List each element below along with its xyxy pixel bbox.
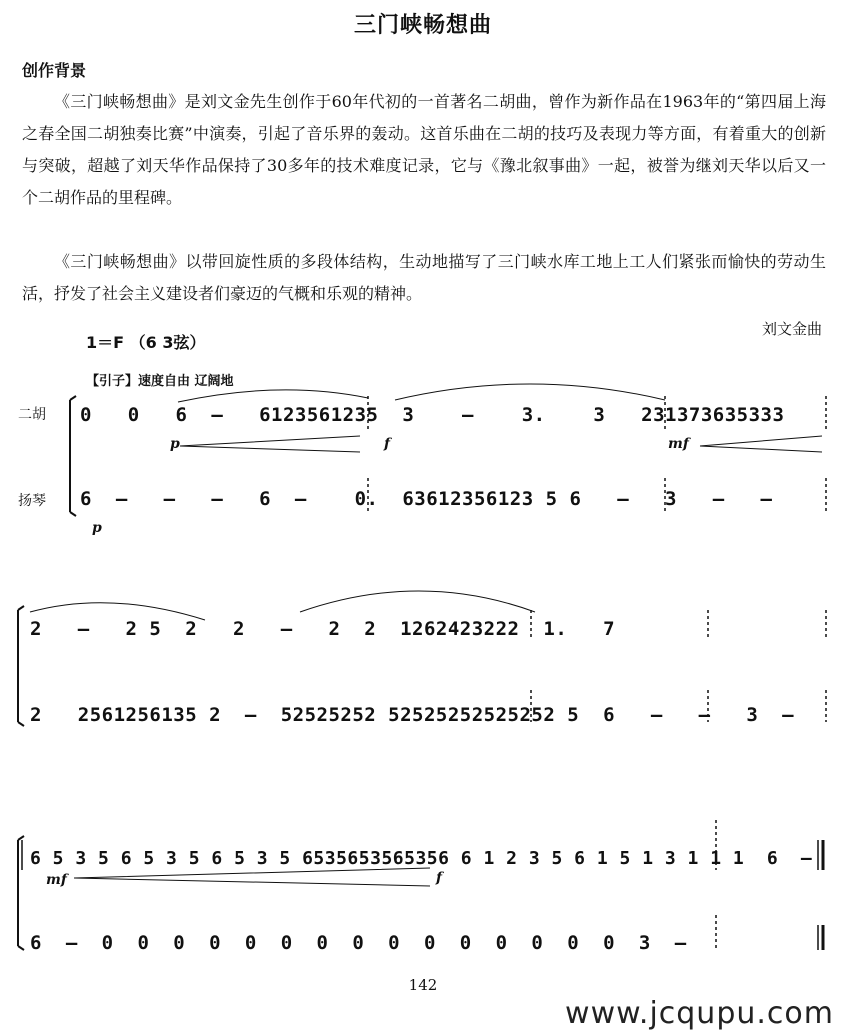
system-bracket	[18, 836, 24, 950]
crescendo-hairpin	[700, 436, 822, 452]
erhu-notation-system-3: 6 5 3 5 6 5 3 5 6 5 3 5 6535653565356 6 1 2 3 5 6 1 5 1 3 1 1 1 6 –	[30, 848, 813, 869]
system-bracket	[70, 396, 76, 516]
dynamic-marking: p	[170, 436, 180, 452]
yangqin-notation-system-1: 6 – – – 6 – 0. 63612356123 5 6 – 3 – –	[80, 488, 773, 510]
erhu-notation-system-2: 2 – 2 5 2 2 – 2 2 1262423222 1. 7	[30, 618, 616, 640]
paragraph-2: 《三门峡畅想曲》以带回旋性质的多段体结构，生动地描写了三门峡水库工地上工人们紧张而愉快的劳动生活，抒发了社会主义建设者们豪迈的气概和乐观的精神。	[22, 252, 826, 303]
yangqin-notation-system-2: 2 2561256135 2 – 52525252 52525252525252 5 6 – – 3 –	[30, 704, 795, 726]
page-title: 三门峡畅想曲	[353, 13, 492, 38]
dynamic-marking: f	[436, 870, 443, 886]
watermark: www.jcqupu.com	[565, 996, 834, 1031]
page-number: 142	[408, 976, 438, 994]
dynamic-marking: mf	[46, 872, 67, 888]
dynamic-marking: mf	[668, 436, 689, 452]
dynamic-marking: p	[92, 520, 102, 536]
slur	[178, 390, 368, 402]
section-heading: 创作背景	[22, 61, 87, 80]
erhu-notation-system-1: 0 0 6 – 6123561235 3 – 3. 3 231373635333	[80, 404, 785, 426]
key-signature: 1＝F （6 3弦）	[86, 333, 206, 352]
yangqin-notation-system-3: 6 – 0 0 0 0 0 0 0 0 0 0 0 0 0 0 0 3 –	[30, 932, 687, 954]
instrument-label-erhu: 二胡	[18, 407, 46, 423]
intro-marking: 【引子】速度自由 辽阔地	[86, 374, 234, 389]
composer-credit: 刘文金曲	[761, 320, 822, 338]
dynamic-marking: f	[384, 436, 391, 452]
crescendo-hairpin	[74, 868, 430, 886]
crescendo-hairpin	[180, 436, 360, 452]
system-bracket	[18, 606, 24, 726]
slur	[300, 591, 535, 612]
paragraph-1: 《三门峡畅想曲》是刘文金先生创作于60年代初的一首著名二胡曲，曾作为新作品在1963年的“第四届上海之春全国二胡独奏比赛”中演奏，引起了音乐界的轰动。这首乐曲在二胡的技巧及表现力等方面，有着重大的创新与突破，超越了刘天华作品保持了30多年的技术难度记录，它与《豫北叙事曲》一起，被誉为继刘天华以后又一个二胡作品的里程碑。	[22, 92, 826, 207]
slur	[395, 384, 665, 400]
instrument-label-yangqin: 扬琴	[18, 493, 46, 509]
